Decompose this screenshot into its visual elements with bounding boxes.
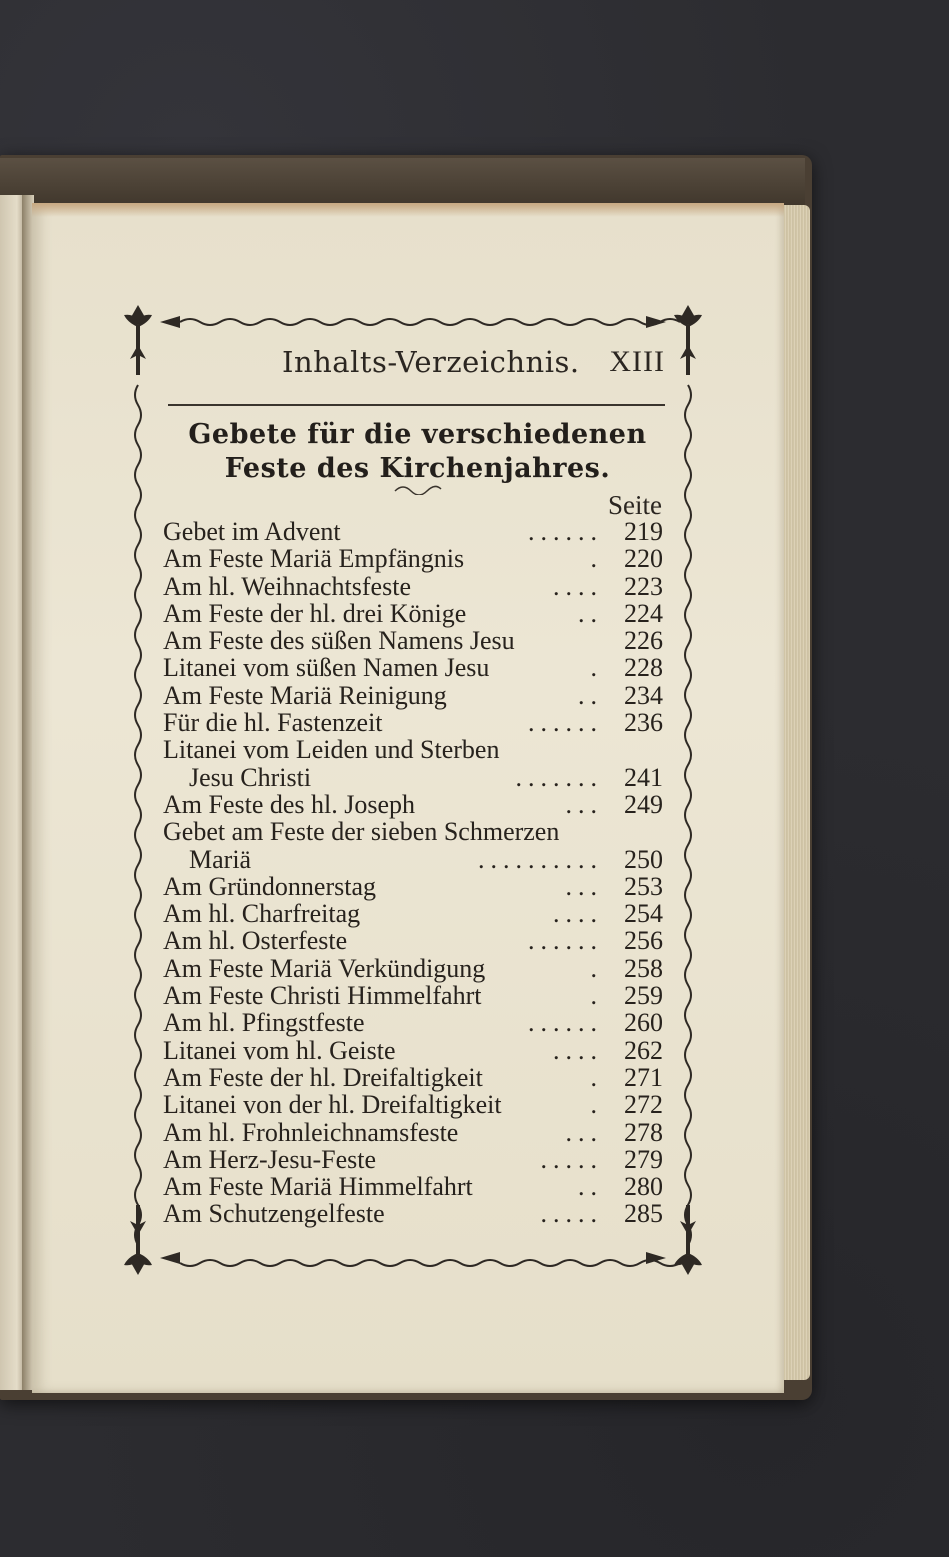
leader-dots: .......... xyxy=(478,844,603,874)
toc-page: 224 xyxy=(624,598,663,628)
leader-dots: .. xyxy=(578,680,603,710)
toc-title: Am Herz-Jesu-Feste xyxy=(163,1144,376,1174)
toc-title: Am Feste des süßen Namens Jesu xyxy=(163,626,515,656)
leader-dots: ..... xyxy=(540,1199,603,1229)
leader-dots: .. xyxy=(578,1172,603,1202)
toc-title: Am Feste Christi Himmelfahrt xyxy=(163,981,482,1011)
table-of-contents xyxy=(163,517,663,1227)
toc-title: Am hl. Osterfeste xyxy=(163,926,348,956)
toc-title: Am hl. Pfingstfeste xyxy=(163,1008,365,1038)
toc-row xyxy=(163,544,663,574)
facing-page-edge xyxy=(0,195,24,1390)
toc-page: 260 xyxy=(624,1008,663,1038)
swash-ornament xyxy=(393,483,443,495)
leader-dots: ...... xyxy=(528,708,603,738)
toc-row xyxy=(163,954,663,981)
toc-row xyxy=(163,572,663,599)
toc-page: 234 xyxy=(624,680,663,710)
toc-page: 254 xyxy=(624,899,663,929)
toc-title: Am Feste Mariä Empfängnis xyxy=(163,544,465,574)
section-heading xyxy=(165,418,670,486)
toc-row xyxy=(163,708,663,738)
toc-page: 250 xyxy=(624,844,663,874)
toc-title: Am Feste Mariä Reinigung xyxy=(163,680,447,710)
toc-page: 256 xyxy=(624,926,663,956)
toc-row xyxy=(163,899,663,929)
leader-dots: ... xyxy=(565,871,603,901)
toc-title: Am Gründonnerstag xyxy=(163,871,377,901)
toc-title: Gebet am Feste der sieben Schmerzen xyxy=(163,817,560,847)
toc-row xyxy=(163,817,663,847)
toc-row xyxy=(163,1090,663,1120)
toc-page: 223 xyxy=(624,571,663,601)
toc-title: Am Feste Mariä Verkündigung xyxy=(163,953,486,983)
toc-row xyxy=(163,845,663,872)
toc-row xyxy=(163,517,663,544)
page-top-discoloration xyxy=(32,203,784,217)
header-rule xyxy=(168,404,665,406)
leader-dots: ..... xyxy=(540,1144,603,1174)
toc-title: Für die hl. Fastenzeit xyxy=(163,708,383,738)
toc-title: Litanei vom hl. Geiste xyxy=(163,1035,396,1065)
toc-row xyxy=(163,926,663,956)
toc-page: 272 xyxy=(624,1090,663,1120)
toc-page: 226 xyxy=(624,626,663,656)
toc-title: Am hl. Weihnachtsfeste xyxy=(163,571,411,601)
toc-title: Am Schutzengelfeste xyxy=(163,1199,385,1229)
toc-page: 280 xyxy=(624,1172,663,1202)
toc-row xyxy=(163,1199,663,1229)
toc-row xyxy=(163,790,663,817)
toc-page: 220 xyxy=(624,544,663,574)
frame-bottom-vine xyxy=(180,1260,680,1266)
leader-dots: . xyxy=(590,981,603,1011)
leader-dots: ...... xyxy=(528,517,603,546)
toc-row xyxy=(163,1118,663,1145)
toc-row xyxy=(163,1172,663,1202)
leader-dots: ....... xyxy=(515,762,603,792)
toc-page: 271 xyxy=(624,1062,663,1092)
leader-dots: .... xyxy=(553,571,603,601)
toc-title: Am hl. Frohnleichnamsfeste xyxy=(163,1117,459,1147)
toc-page: 228 xyxy=(624,653,663,683)
toc-row xyxy=(163,981,663,1011)
toc-title: Litanei von der hl. Dreifaltigkeit xyxy=(163,1090,502,1120)
leader-dots: ...... xyxy=(528,926,603,956)
leader-dots: . xyxy=(590,653,603,683)
toc-title: Am Feste der hl. drei Könige xyxy=(163,598,467,628)
toc-title: Am Feste Mariä Himmelfahrt xyxy=(163,1172,473,1202)
toc-title: Mariä xyxy=(189,844,252,874)
page-number: XIII xyxy=(609,345,665,378)
toc-row xyxy=(163,763,663,790)
leader-dots: . xyxy=(590,1062,603,1092)
toc-page: 278 xyxy=(624,1117,663,1147)
leader-dots: .... xyxy=(553,1035,603,1065)
leader-dots: ...... xyxy=(528,1008,603,1038)
toc-page: 285 xyxy=(624,1199,663,1229)
toc-page: 253 xyxy=(624,871,663,901)
toc-page: 259 xyxy=(624,981,663,1011)
leader-dots: .. xyxy=(578,598,603,628)
toc-row xyxy=(163,1008,663,1038)
toc-row xyxy=(163,735,663,765)
leader-dots: . xyxy=(590,544,603,574)
frame-top-vine xyxy=(180,319,680,325)
section-heading-line-1: Gebete für die verschiedenen xyxy=(188,419,647,450)
running-title: Inhalts-Verzeichnis. xyxy=(282,345,580,379)
leader-dots: . xyxy=(590,953,603,983)
toc-title: Am hl. Charfreitag xyxy=(163,899,361,929)
toc-title: Am Feste der hl. Dreifaltigkeit xyxy=(163,1062,483,1092)
toc-title: Litanei vom Leiden und Sterben xyxy=(163,735,500,765)
running-header xyxy=(170,345,665,389)
page-column-label: Seite xyxy=(608,490,662,520)
toc-row xyxy=(163,653,663,683)
section-heading-line-2: Feste des Kirchenjahres. xyxy=(224,453,611,484)
toc-row xyxy=(163,1063,663,1090)
toc-page: 262 xyxy=(624,1035,663,1065)
toc-row xyxy=(163,599,663,626)
toc-row xyxy=(163,872,663,899)
toc-page: 279 xyxy=(624,1144,663,1174)
toc-page: 219 xyxy=(624,517,663,546)
toc-title: Jesu Christi xyxy=(189,762,312,792)
leader-dots: . xyxy=(590,1090,603,1120)
frame-right-vine xyxy=(685,385,691,1245)
toc-row xyxy=(163,681,663,708)
toc-title: Am Feste des hl. Joseph xyxy=(163,789,416,819)
leader-dots: ... xyxy=(565,789,603,819)
toc-page: 258 xyxy=(624,953,663,983)
leader-dots: ... xyxy=(565,1117,603,1147)
toc-page: 236 xyxy=(624,708,663,738)
toc-row xyxy=(163,1036,663,1063)
toc-page: 241 xyxy=(624,762,663,792)
leader-dots: .... xyxy=(553,899,603,929)
toc-row xyxy=(163,626,663,656)
toc-title: Gebet im Advent xyxy=(163,517,341,546)
toc-row xyxy=(163,1145,663,1172)
toc-title: Litanei vom süßen Namen Jesu xyxy=(163,653,490,683)
toc-page: 249 xyxy=(624,789,663,819)
frame-left-vine xyxy=(135,385,141,1245)
